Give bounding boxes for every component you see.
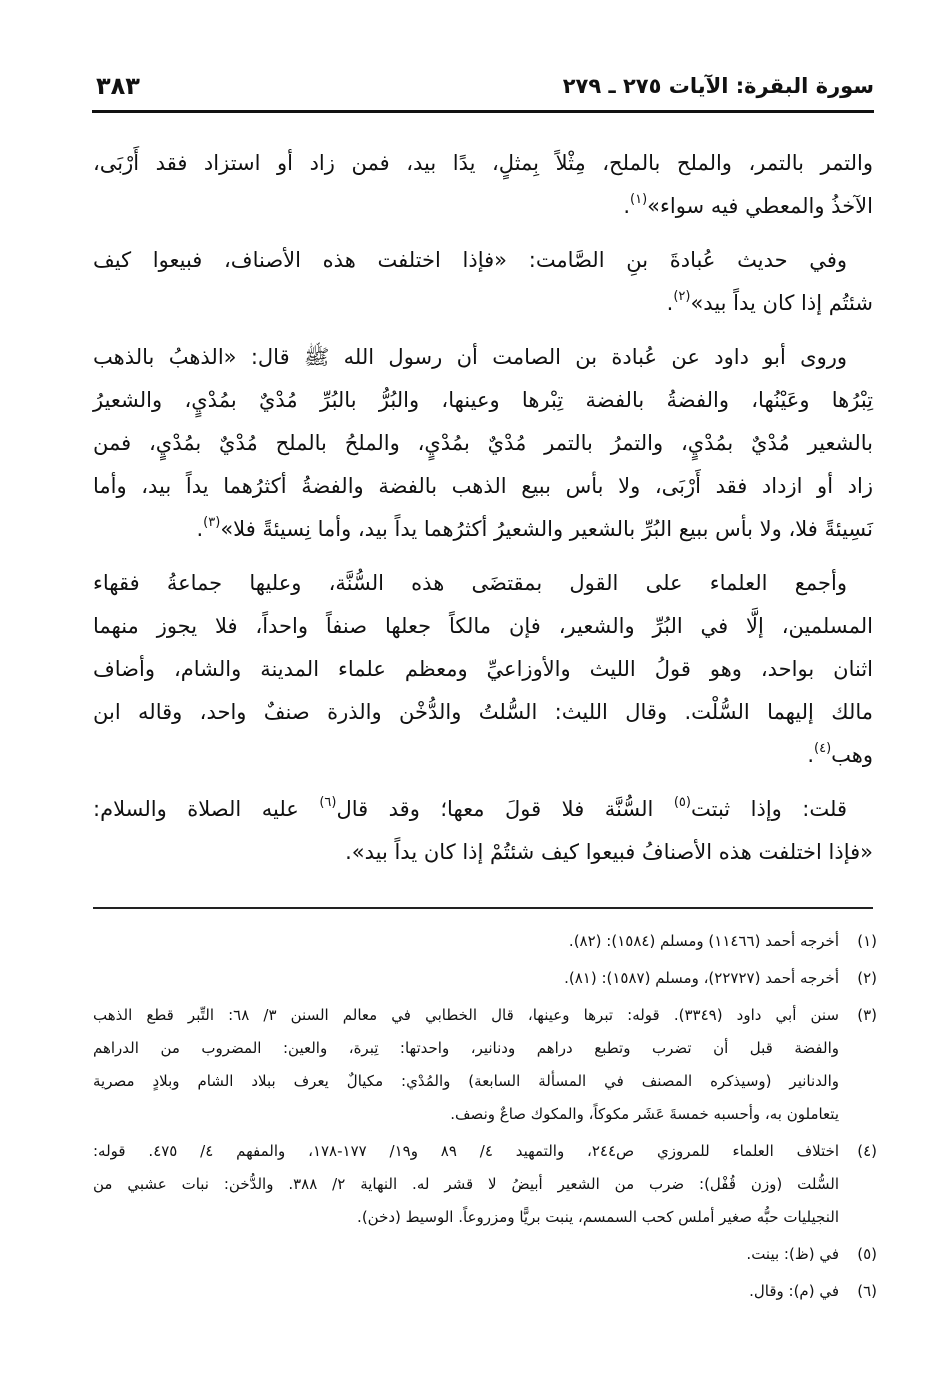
main-text	[93, 142, 873, 874]
text-run: .	[623, 194, 630, 218]
footnote	[93, 1238, 883, 1271]
footnote-marker[interactable]: (٢)	[673, 289, 691, 304]
footnote-line: أخرجه أحمد (٢٢٧٢٧)، ومسلم (١٥٨٧): (٨١).	[564, 969, 839, 987]
text-run: وهب	[831, 743, 873, 767]
footnote-number: (٣)	[857, 1006, 877, 1024]
text-run: قلت: وإذا ثبتت	[690, 797, 847, 821]
text-run: «فإذا اختلفت هذه الأصنافُ فبيعوا كيف شئتُمْ إذا كان يداً بيد».	[345, 840, 873, 864]
text-line	[93, 465, 873, 508]
footnote-line: في (ظ): بينت.	[746, 1245, 839, 1263]
text-run: الآخذُ والمعطي فيه سواء»	[647, 194, 873, 218]
footnote-line: النجيليات حبُّه صغير أملس كحب السمسم، ينبت بريًّا ومزروعاً. الوسيط (دخن).	[357, 1208, 839, 1226]
text-line	[93, 831, 873, 874]
paragraph	[93, 336, 873, 551]
footnote-number: (٥)	[857, 1245, 877, 1263]
text-run: المسلمين، إلَّا في البُرِّ والشعير، فإن مالكاً جعلها صنفاً واحداً، فلا يجوز منهما	[93, 614, 873, 638]
footnote-marker[interactable]: (١)	[630, 192, 648, 207]
text-run: وأجمع العلماء على القول بمقتضَى هذه السُّنَّة، وعليها جماعةُ فقهاء	[93, 571, 847, 595]
footnote	[93, 925, 883, 958]
text-run: بالشعير مُدْيٌ بمُدْيٍ، والتمرُ بالتمر مُدْيٌ بمُدْيٍ، والملحُ بالملح مُدْيٌ بمُدْيٍ، فمن	[93, 431, 873, 455]
text-run: وفي حديث عُبادةَ بنِ الصَّامت: «فإذا اختلفت هذه الأصناف، فبيعوا كيف	[93, 248, 847, 272]
text-run: .	[196, 517, 204, 541]
text-line	[93, 336, 873, 379]
footnote-line: والدنانير (وسيذكره المصنف في المسألة السابعة) والمُدْي: مكيالٌ يعرف ببلاد الشام وبلادٍ مصرية	[93, 1072, 839, 1090]
footnote-marker[interactable]: (٦)	[319, 795, 337, 810]
footnote-number: (١)	[857, 932, 877, 950]
text-line	[93, 422, 873, 465]
text-run: تِبْرُها وعَيْنُها، والفضةُ بالفضة تِبْرها وعينها، والبُرُّ بالبُرِّ مُدْيٌ بمُدْيٍ، والشعيرُ	[93, 388, 873, 412]
footnote	[93, 999, 883, 1131]
footnote-line: سنن أبي داود (٣٣٤٩). قوله: تبرها وعينها، قال الخطابي في معالم السنن ٣/ ٦٨: التِّبر قطع الذهب	[93, 1006, 839, 1024]
footnote-number: (٢)	[857, 969, 877, 987]
paragraph	[93, 788, 873, 874]
paragraph	[93, 239, 873, 325]
footnote-line: أخرجه أحمد (١١٤٦٦) ومسلم (١٥٨٤): (٨٢).	[568, 932, 839, 950]
paragraph-gap	[93, 777, 873, 788]
footnote-line: اختلاف العلماء للمروزي ص٢٤٤، والتمهيد ٤/ ٨٩ و١٩/ ١٧٧-١٧٨، والمفهم ٤/ ٤٧٥. قوله:	[93, 1142, 840, 1160]
footnote-line: السُّلت (وزن قُفْل): ضرب من الشعير أبيضُ لا قشر له. النهاية ٢/ ٣٨٨. والدُّخن: نبات عشبي من	[93, 1175, 839, 1193]
text-line	[93, 605, 873, 648]
paragraph	[93, 142, 873, 228]
text-run: .	[807, 743, 815, 767]
text-run: .	[666, 291, 674, 315]
text-line	[93, 185, 873, 228]
text-line	[93, 648, 873, 691]
footnote-line: يتعاملون به، وأحسبه خمسةَ عَشَر مكوكاً، والمكوك صاعٌ ونصف.	[450, 1105, 839, 1123]
footnote-marker[interactable]: (٤)	[814, 741, 832, 756]
paragraph-gap	[93, 228, 873, 239]
text-run: السُّنَّة فلا قولَ معها؛ وقد قال	[336, 797, 674, 821]
footnote-separator	[93, 907, 873, 909]
footnote-marker[interactable]: (٥)	[673, 795, 691, 810]
running-title: سورة البقرة: الآيات ٢٧٥ ـ ٢٧٩	[562, 74, 874, 98]
text-run: نَسِيئةً فلا، ولا بأس ببيع البُرِّ بالشعير والشعيرُ أكثرُهما يداً بيد، وأما نِسيئةً فلا»	[220, 517, 873, 541]
page-header	[92, 70, 874, 110]
text-line	[93, 379, 873, 422]
footnote	[93, 1275, 883, 1308]
text-run: وروى أبو داود عن عُبادة بن الصامت أن رسول الله ﷺ قال: «الذهبُ بالذهب	[93, 345, 847, 369]
footnote-line: والفضة قبل أن تضرب وتطبع دراهم ودنانير، واحدتها: تِبرة، والعين: المضروب من الدراهم	[93, 1039, 839, 1057]
footnotes	[93, 925, 883, 1308]
text-run: زاد أو ازداد فقد أَرْبَى، ولا بأس ببيع الذهب بالفضة والفضةُ أكثرُهما يداً بيد، وأما	[93, 474, 873, 498]
text-run: مالك إليهما السُّلْت. وقال الليث: السُّلتُ والدُّخْن والذرة صنفٌ واحد، وقاله ابن	[93, 700, 873, 724]
footnote	[93, 1135, 883, 1234]
footnote-number: (٦)	[857, 1282, 877, 1300]
text-line	[93, 734, 873, 777]
footnote-line: في (م): وقال.	[749, 1282, 839, 1300]
text-run: عليه الصلاة والسلام:	[93, 797, 320, 821]
footnote-marker[interactable]: (٣)	[203, 515, 221, 530]
paragraph	[93, 562, 873, 777]
footnote	[93, 962, 883, 995]
text-line	[93, 562, 873, 605]
footnote-number: (٤)	[857, 1142, 877, 1160]
text-line	[93, 508, 873, 551]
paragraph-gap	[93, 551, 873, 562]
text-run: اثنان بواحد، وهو قولُ الليث والأوزاعيِّ ومعظم علماء المدينة والشام، وأضاف	[93, 657, 873, 681]
text-line	[93, 239, 873, 282]
page-number: ٣٨٣	[96, 72, 140, 100]
text-line	[93, 282, 873, 325]
paragraph-gap	[93, 325, 873, 336]
text-run: شئتُم إذا كان يداً بيد»	[690, 291, 873, 315]
text-line	[93, 788, 873, 831]
header-rule	[92, 110, 874, 113]
text-line	[93, 142, 873, 185]
text-line	[93, 691, 873, 734]
text-run: والتمر بالتمر، والملح بالملح، مِثْلاً بِمثلٍ، يدًا بيد، فمن زاد أو استزاد فقد أَرْبَى،	[93, 151, 873, 175]
